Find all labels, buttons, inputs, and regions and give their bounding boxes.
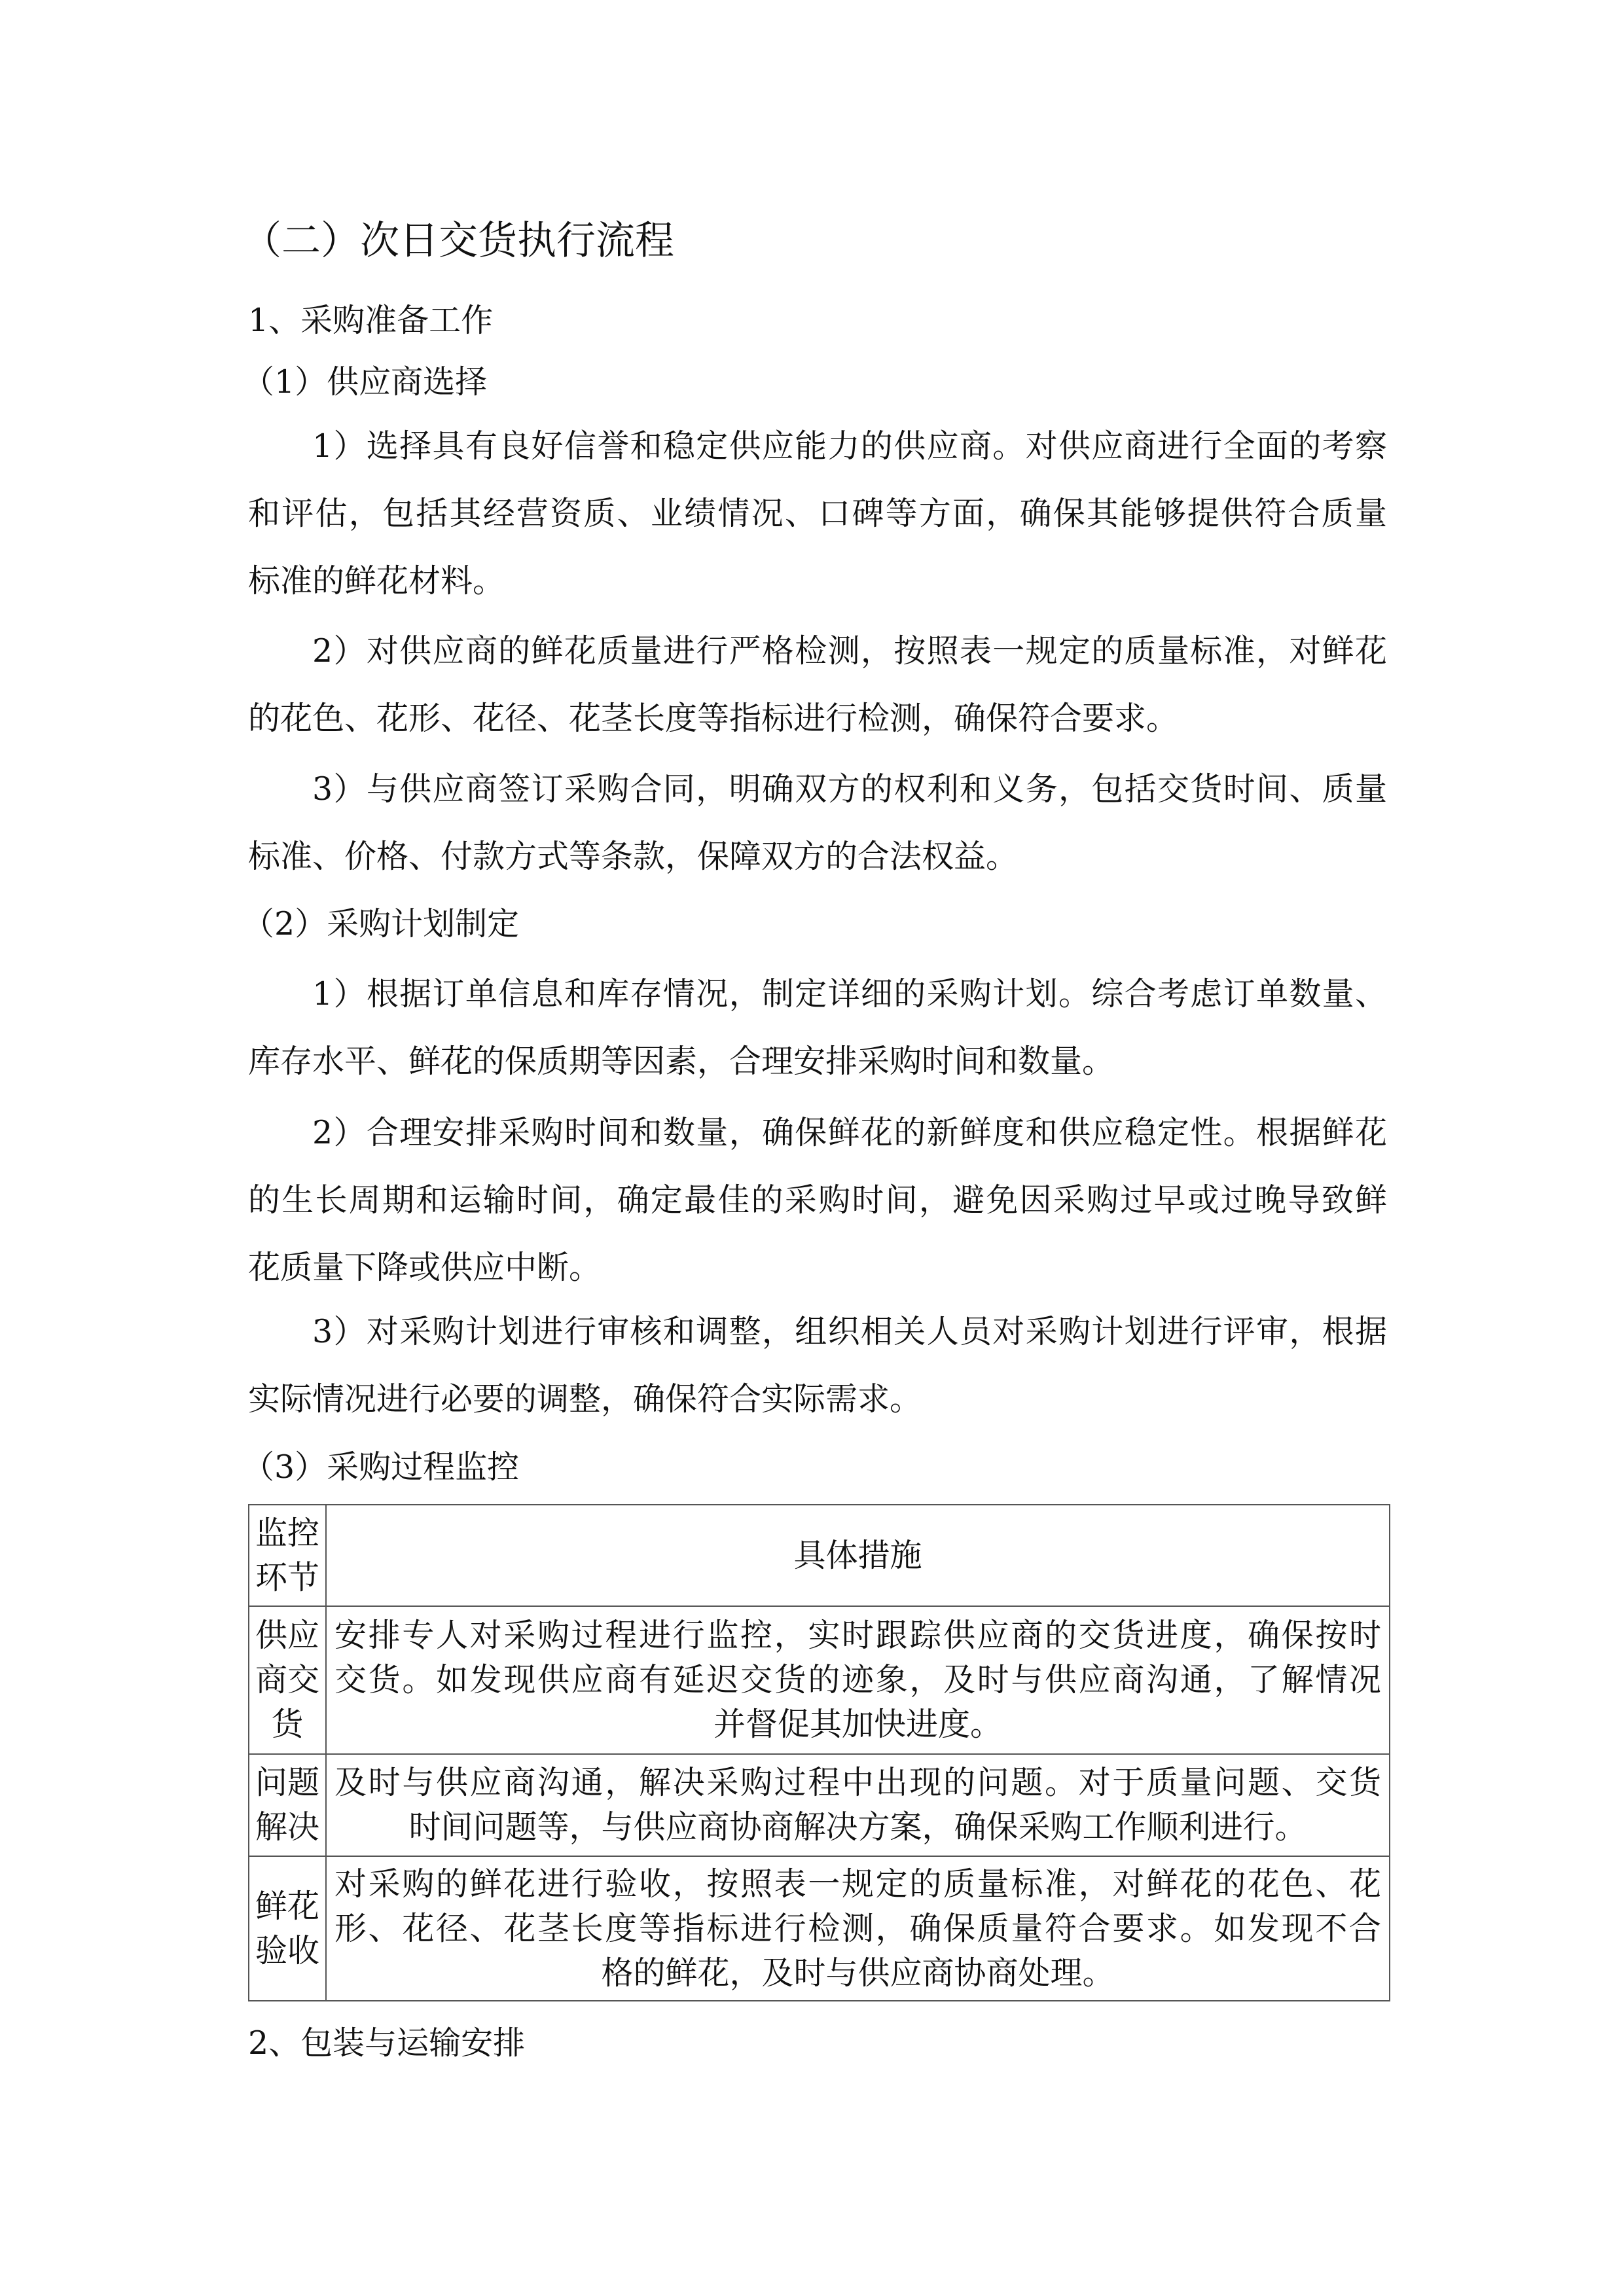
cell-line: 并督促其加快进度。 [713,1706,1002,1743]
text-line: 1）根据订单信息和库存情况，制定详细的采购计划。综合考虑订单数量、 [312,975,1387,1013]
text-line: 3）与供应商签订采购合同，明确双方的权利和义务，包括交货时间、质量 [312,770,1387,808]
table-row [249,1754,1390,1856]
text-line: 2）合理安排采购时间和数量，确保鲜花的新鲜度和供应稳定性。根据鲜花 [312,1114,1387,1151]
row-content [326,1754,1390,1856]
cell-line: 商交 [255,1661,319,1698]
paragraph-5 [248,1099,1387,1301]
header-cell: 具体措施 [326,1505,1390,1606]
text-line: 的花色、花形、花径、花茎长度等指标进行检测，确保符合要求。 [248,700,1179,737]
table-row [249,1856,1390,2001]
cell-line: 格的鲜花，及时与供应商协商处理。 [601,1954,1115,1992]
heading-procurement-prep: 1、采购准备工作 [248,302,494,339]
paragraph-2 [248,617,1387,752]
cell-line: 问题 [255,1764,319,1801]
cell-line: 解决 [255,1808,319,1846]
text-line: 实际情况进行必要的调整，确保符合实际需求。 [248,1380,922,1418]
text-line: 花质量下降或供应中断。 [248,1249,602,1286]
text-line: 标准、价格、付款方式等条款，保障双方的合法权益。 [248,838,1019,875]
cell-line: 形、花径、花茎长度等指标进行检测，确保质量符合要求。如发现不合 [334,1909,1381,1947]
text-line: 库存水平、鲜花的保质期等因素，合理安排采购时间和数量。 [248,1043,1115,1080]
row-content [326,1606,1390,1754]
cell-line: 交货。如发现供应商有延迟交货的迹象，及时与供应商沟通，了解情况 [334,1661,1381,1698]
row-content [326,1856,1390,2001]
paragraph-6 [248,1298,1387,1433]
row-label [249,1754,326,1856]
table-header-row [249,1505,1390,1606]
header-cell [249,1505,326,1606]
cell-line: 安排专人对采购过程进行监控，实时跟踪供应商的交货进度，确保按时 [334,1617,1381,1654]
cell-line: 鲜花 [255,1887,319,1925]
monitoring-table [248,1504,1390,2001]
cell-line: 验收 [255,1931,319,1969]
paragraph-3 [248,755,1387,890]
section-title: （二）次日交货执行流程 [242,218,674,264]
table-row [249,1606,1390,1754]
subheading-supplier-selection: （1）供应商选择 [242,363,488,401]
subheading-process-monitoring: （3）采购过程监控 [242,1448,520,1486]
cell-line: 时间问题等，与供应商协商解决方案，确保采购工作顺利进行。 [408,1808,1307,1846]
text-line: 2）对供应商的鲜花质量进行严格检测，按照表一规定的质量标准，对鲜花 [312,632,1387,670]
text-line: 1）选择具有良好信誉和稳定供应能力的供应商。对供应商进行全面的考察 [312,427,1387,465]
paragraph-1 [248,412,1387,615]
paragraph-4 [248,960,1387,1095]
cell-line: 及时与供应商沟通，解决采购过程中出现的问题。对于质量问题、交货 [334,1764,1381,1801]
text-line: 3）对采购计划进行审核和调整，组织相关人员对采购计划进行评审，根据 [312,1313,1387,1350]
heading-packaging-transport: 2、包装与运输安排 [248,2024,526,2062]
row-label [249,1606,326,1754]
cell-line: 环节 [255,1558,319,1596]
cell-line: 供应 [255,1617,319,1654]
cell-line: 货 [271,1706,304,1743]
text-line: 标准的鲜花材料。 [248,562,505,600]
text-line: 的生长周期和运输时间，确定最佳的采购时间，避免因采购过早或过晚导致鲜 [248,1181,1387,1219]
cell-line: 监控 [255,1514,319,1552]
subheading-procurement-plan: （2）采购计划制定 [242,905,520,942]
cell-line: 对采购的鲜花进行验收，按照表一规定的质量标准，对鲜花的花色、花 [334,1865,1381,1903]
text-line: 和评估，包括其经营资质、业绩情况、口碑等方面，确保其能够提供符合质量 [248,495,1387,532]
row-label [249,1856,326,2001]
